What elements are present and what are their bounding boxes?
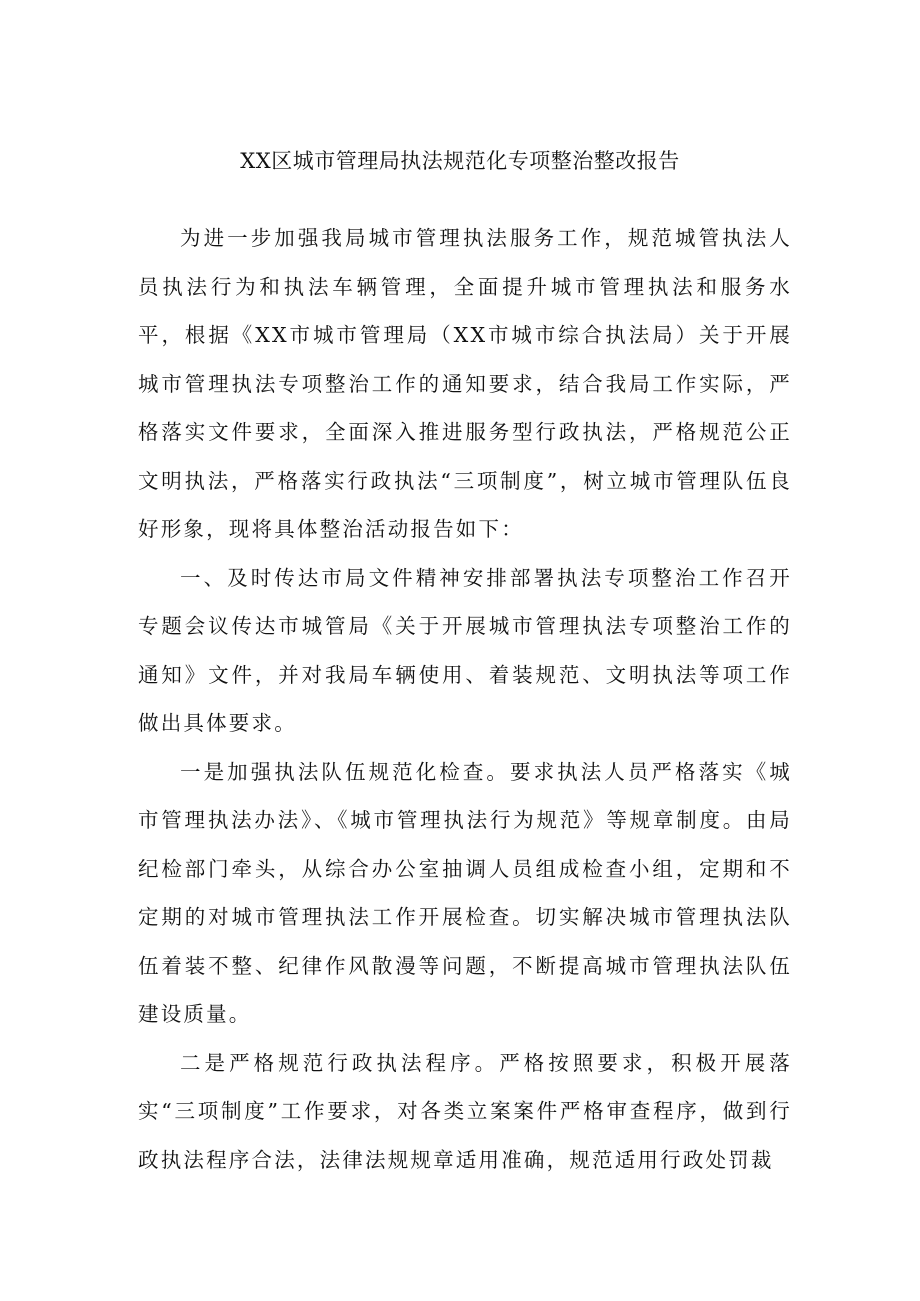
document-title: XX区城市管理局执法规范化专项整治整改报告: [240, 149, 680, 173]
paragraph-point-one: 一是加强执法队伍规范化检查。要求执法人员严格落实《城市管理执法办法》、《城市管理执法行为规范》等规章制度。由局纪检部门牵头，从综合办公室抽调人员组成检查小组，定期和不定期的对城市管理执法工作开展检查。切实解决城市管理执法队伍着装不整、纪律作风散漫等问题，不断提高城市管理执法队伍建设质量。: [138, 759, 792, 1026]
paragraph-section-one: 一、及时传达市局文件精神安排部署执法专项整治工作召开专题会议传达市城管局《关于开展城市管理执法专项整治工作的通知》文件，并对我局车辆使用、着装规范、文明执法等项工作做出具体要求。: [138, 565, 792, 735]
paragraph-point-two: 二是严格规范行政执法程序。严格按照要求，积极开展落实“三项制度”工作要求，对各类立案案件严格审查程序，做到行政执法程序合法，法律法规规章适用准确，规范适用行政处罚裁: [138, 1050, 792, 1172]
document-body: [138, 214, 792, 1184]
paragraph-intro: 为进一步加强我局城市管理执法服务工作，规范城管执法人员执法行为和执法车辆管理，全面提升城市管理执法和服务水平，根据《XX市城市管理局（XX市城市综合执法局）关于开展城市管理执法专项整治工作的通知要求，结合我局工作实际，严格落实文件要求，全面深入推进服务型行政执法，严格规范公正文明执法，严格落实行政执法“三项制度”，树立城市管理队伍良好形象，现将具体整治活动报告如下：: [138, 226, 792, 541]
